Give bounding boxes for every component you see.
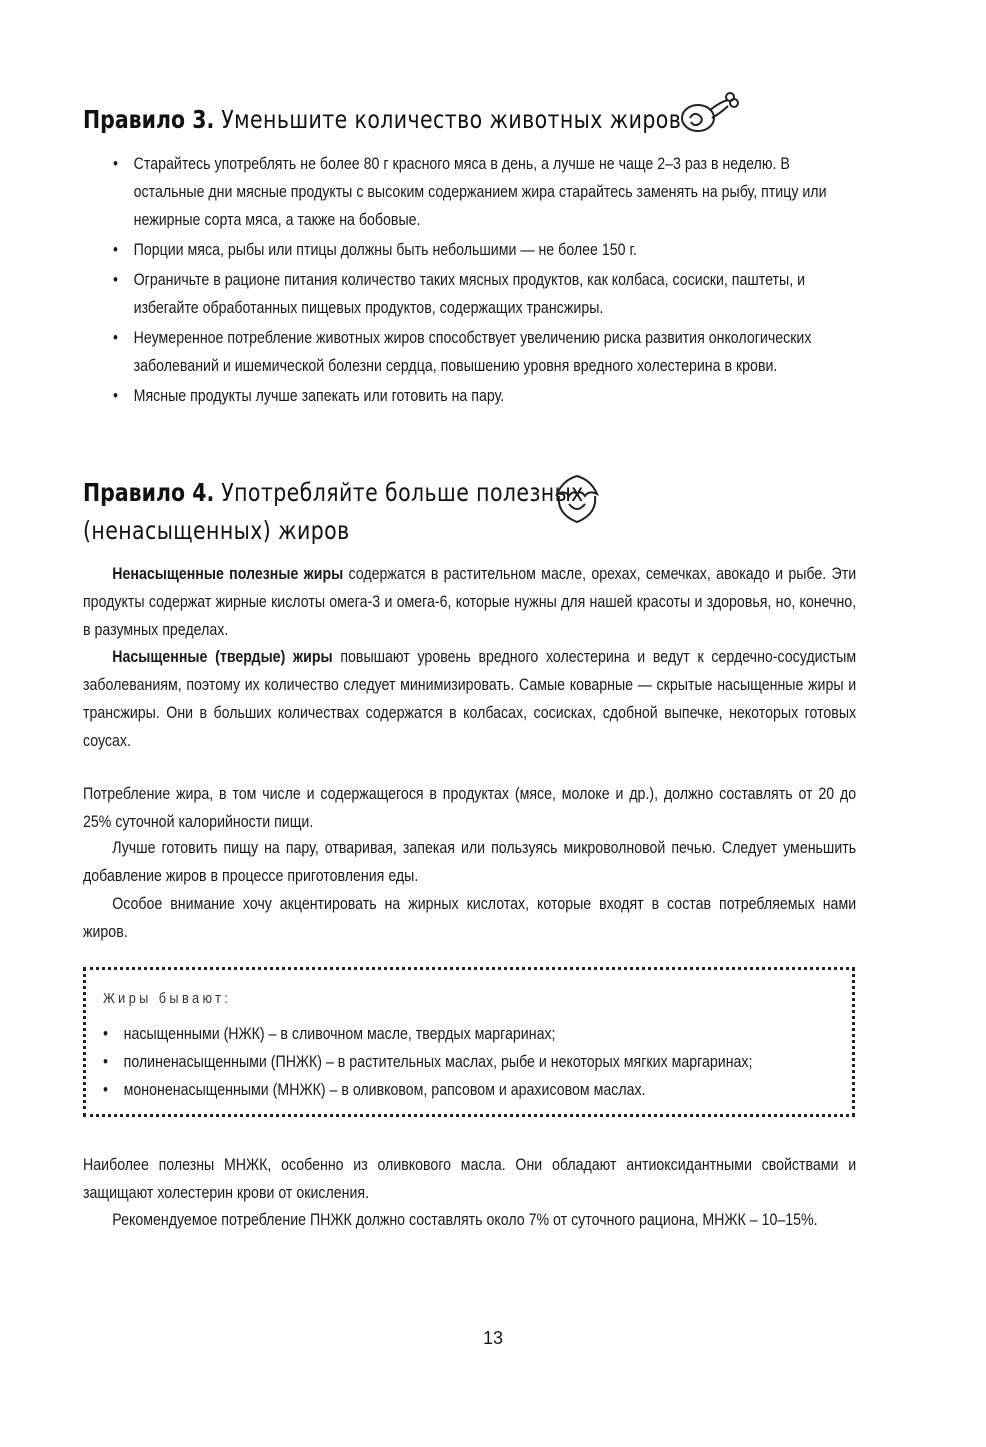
list-item: • Ограничьте в рационе питания количество таких мясных продуктов, как колбаса, сосиски, паштеты, и избегайте обработанных пищевых продуктов, содержащих трансжиры. [113, 266, 859, 322]
fatty-acids-paragraph: Особое внимание хочу акцентировать на жирных кислотах, которые входят в состав потребляемых нами жиров. [83, 895, 857, 941]
rule4-title-line1: Употребляйте больше полезных [221, 478, 584, 507]
unsaturated-fats-text: содержатся в растительном масле, орехах, семечках, авокадо и рыбе. Эти продукты содержат жирные кислоты омега-3 и омега-6, которые нужны для нашей красоты и здоровья, но, конечно, в разумных пределах. [83, 565, 857, 639]
drumstick-icon [678, 88, 740, 136]
list-item: • полиненасыщенными (ПНЖК) – в растительных маслах, рыбе и некоторых мягких маргаринах; [103, 1048, 860, 1076]
unsaturated-fats-term: Ненасыщенные полезные жиры [112, 565, 344, 583]
saturated-fats-text: повышают уровень вредного холестерина и ведут к сердечно-сосудистым заболеваниям, поэтому их количество следует минимизировать. Самые коварные — скрытые насыщенные жиры и трансжиры. Они в больших количествах содержатся в колбасах, сосисках, сдобной выпечке, некоторых готовых соусах. [83, 648, 857, 750]
rule3-heading [83, 99, 681, 141]
rule4-heading [83, 472, 584, 514]
list-item: • насыщенными (НЖК) – в сливочном масле, твердых маргаринах; [103, 1020, 860, 1048]
rule3-title: Уменьшите количество животных жиров [221, 105, 682, 134]
rule4-label: Правило 4. [83, 478, 215, 507]
list-item: • Старайтесь употреблять не более 80 г красного мяса в день, а лучше не чаще 2–3 раз в неделю. В остальные дни мясные продукты с высоким содержанием жира старайтесь заменять на рыбу, птицу или нежирные сорта мяса, а также на бобовые. [113, 150, 859, 234]
list-item: • Порции мяса, рыбы или птицы должны быть небольшими — не более 150 г. [113, 236, 859, 264]
box-title: Жиры бывают: [103, 990, 232, 1007]
hazelnut-icon [552, 472, 602, 526]
list-item: • Неумеренное потребление животных жиров способствует увеличению риска развития онкологических заболеваний и ишемической болезни сердца, повышению уровня вредного холестерина в крови. [113, 324, 859, 380]
recommended-intake-paragraph: Рекомендуемое потребление ПНЖК должно составлять около 7% от суточного рациона, МНЖК – 10–15%. [112, 1211, 818, 1229]
cooking-paragraph: Лучше готовить пищу на пару, отваривая, запекая или пользуясь микроволновой печью. Следует уменьшить добавление жиров в процессе приготовления еды. [83, 839, 857, 885]
rule4-title-line2: (ненасыщенных) жиров [83, 516, 350, 545]
unsaturated-fats-paragraph [83, 560, 856, 644]
saturated-fats-term: Насыщенные (твердые) жиры [112, 648, 333, 666]
rule3-bullet-list [113, 150, 859, 412]
page-number: 13 [482, 1328, 504, 1348]
saturated-fats-paragraph [83, 643, 856, 755]
fat-intake-paragraph: Потребление жира, в том числе и содержащегося в продуктах (мясе, молоке и др.), должно составлять от 20 до 25% суточной калорийности пищи. [83, 785, 857, 831]
fat-types-box [83, 967, 855, 1117]
list-item: • мононенасыщенными (МНЖК) – в оливковом, рапсовом и арахисовом маслах. [103, 1076, 860, 1104]
rule3-label: Правило 3. [83, 105, 215, 134]
rule4-heading-line2 [83, 510, 350, 552]
fat-types-list [103, 1020, 860, 1104]
list-item: • Мясные продукты лучше запекать или готовить на пару. [113, 382, 859, 410]
mufa-paragraph: Наиболее полезны МНЖК, особенно из оливкового масла. Они обладают антиоксидантными свойствами и защищают холестерин крови от окисления. [83, 1156, 857, 1202]
